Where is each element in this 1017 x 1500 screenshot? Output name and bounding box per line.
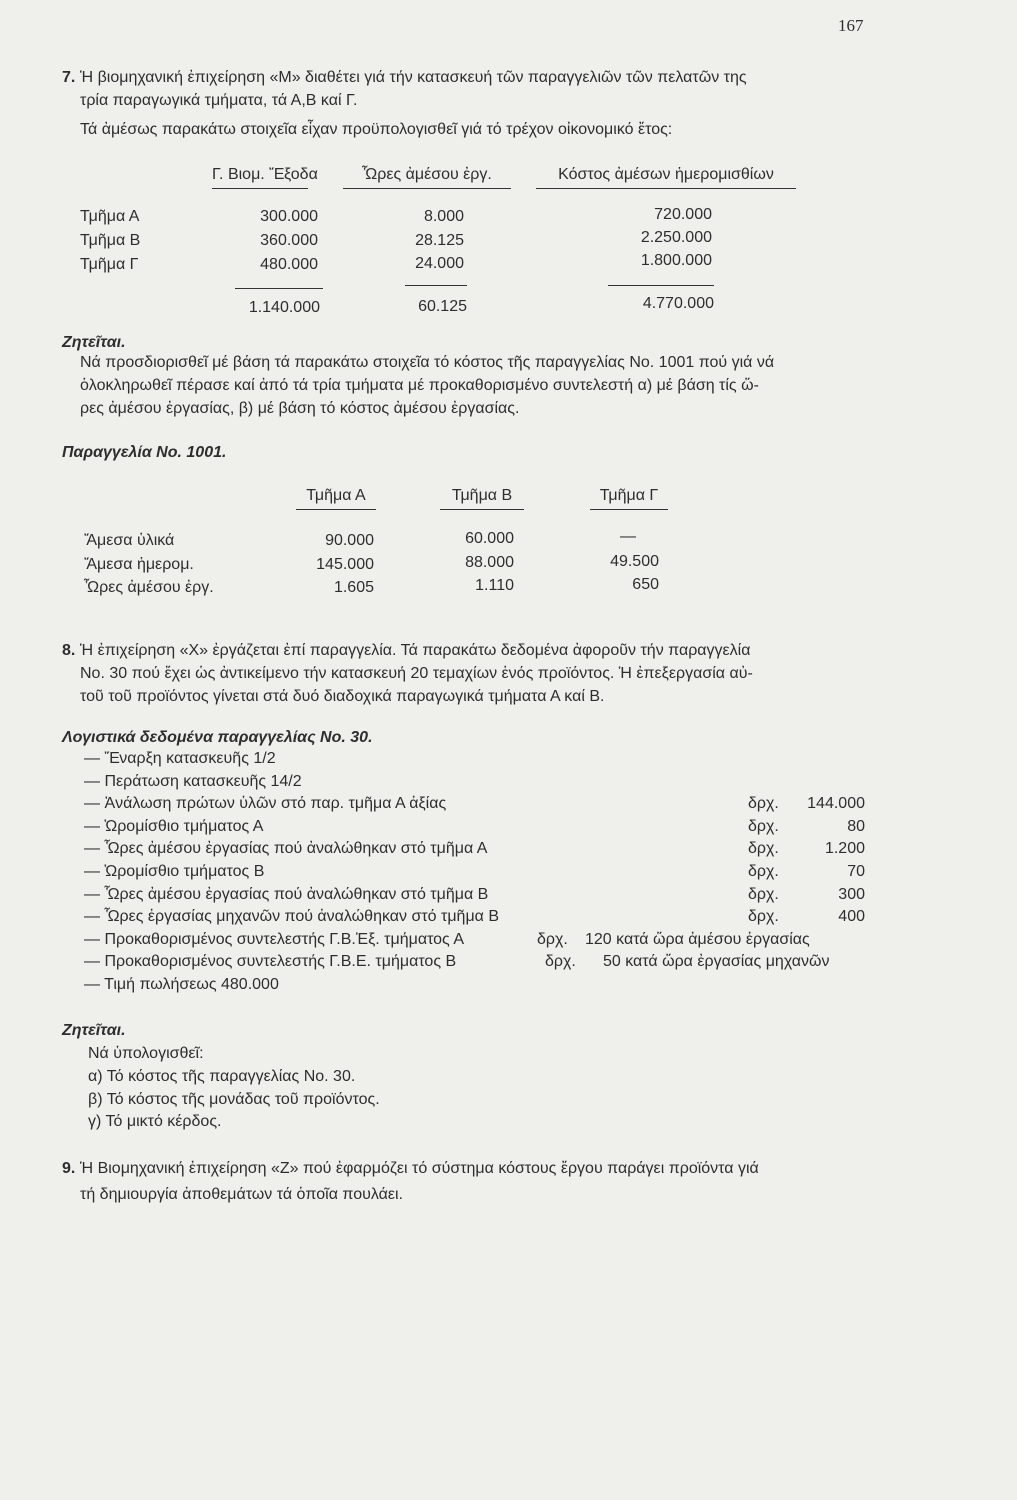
cell: 1.605 bbox=[333, 579, 374, 596]
row-label: Ἄμεσα ἡμερομ. bbox=[84, 556, 194, 573]
required-text: ὁλοκληρωθεῖ πέρασε καί ἀπό τά τρία τμήματα μέ προκαθορισμένο συντελεστή α) μέ βάση τίς ὥ- bbox=[80, 377, 759, 394]
data-item-value: 1.200 bbox=[824, 840, 865, 858]
order-table-header: Τμῆμα Α bbox=[296, 486, 376, 510]
order-table-header: Τμῆμα Γ bbox=[590, 486, 668, 510]
sum-rule bbox=[608, 285, 714, 286]
cell: 90.000 bbox=[325, 532, 374, 549]
data-item-value: 400 bbox=[838, 908, 865, 926]
row-label: Τμῆμα Γ bbox=[80, 256, 139, 273]
total: 1.140.000 bbox=[248, 299, 320, 316]
data-item-unit: δρχ. bbox=[748, 840, 779, 858]
total: 4.770.000 bbox=[642, 295, 714, 312]
order-heading: Παραγγελία Νο. 1001. bbox=[62, 444, 227, 461]
problem-8-text: Νο. 30 πού ἔχει ὡς ἀντικείμενο τήν κατασκευή 20 τεμαχίων ἑνός προϊόντος. Ἡ ἐπεξεργασία αὐ- bbox=[80, 665, 753, 682]
table-header: Γ. Βιομ. Ἔξοδα bbox=[212, 165, 308, 189]
cell: 480.000 bbox=[260, 256, 318, 273]
data-item-value: 80 bbox=[847, 817, 865, 835]
table-header: Ὧρες ἀμέσου ἐργ. bbox=[343, 165, 511, 189]
data-item-unit: δρχ. bbox=[537, 930, 568, 948]
table-header: Κόστος ἀμέσων ἡμερομισθίων bbox=[536, 165, 796, 189]
total: 60.125 bbox=[418, 298, 467, 315]
required-item: β) Τό κόστος τῆς μονάδας τοῦ προϊόντος. bbox=[88, 1091, 380, 1108]
problem-9-number: 9. bbox=[62, 1160, 76, 1177]
data-item: — Προκαθορισμένος συντελεστής Γ.Β.Ε. τμήματος Β bbox=[84, 953, 457, 971]
data-item: — Ὧρες ἐργασίας μηχανῶν πού ἀναλώθηκαν στό τμῆμα Β bbox=[84, 908, 500, 926]
data-item-unit: δρχ. bbox=[748, 908, 779, 926]
problem-7-text: τρία παραγωγικά τμήματα, τά Α,Β καί Γ. bbox=[80, 92, 358, 109]
data-item: — Τιμή πωλήσεως 480.000 bbox=[84, 976, 279, 993]
data-item: — Ὡρομίσθιο τμήματος Β bbox=[84, 863, 265, 880]
required-text: Νά προσδιορισθεῖ μέ βάση τά παρακάτω στοιχεῖα τό κόστος τῆς παραγγελίας Νο. 1001 πού γιά νά bbox=[80, 354, 775, 371]
row-label: Ὧρες ἀμέσου ἐργ. bbox=[84, 579, 214, 596]
data-item-value: 144.000 bbox=[807, 795, 865, 813]
data-item: — Ἀνάλωση πρώτων ὑλῶν στό παρ. τμῆμα Α ἀξίας bbox=[84, 795, 447, 813]
data-heading: Λογιστικά δεδομένα παραγγελίας Νο. 30. bbox=[62, 729, 373, 746]
cell: — bbox=[620, 528, 636, 545]
data-item-unit: δρχ. bbox=[545, 953, 576, 971]
required-text: Νά ὑπολογισθεῖ: bbox=[88, 1045, 204, 1062]
cell: 60.000 bbox=[465, 530, 514, 547]
cell: 650 bbox=[632, 576, 659, 593]
data-item-value: 50 κατά ὥρα ἐργασίας μηχανῶν bbox=[603, 953, 830, 971]
problem-8-number: 8. bbox=[62, 642, 76, 659]
data-item: — Ὧρες ἀμέσου ἐργασίας πού ἀναλώθηκαν στό τμῆμα Α bbox=[84, 840, 488, 858]
problem-7-text: Τά ἀμέσως παρακάτω στοιχεῖα εἶχαν προϋπολογισθεῖ γιά τό τρέχον οἰκονομικό ἔτος: bbox=[80, 121, 673, 138]
cell: 1.110 bbox=[475, 577, 514, 594]
data-item: — Ὧρες ἀμέσου ἐργασίας πού ἀναλώθηκαν στό τμῆμα Β bbox=[84, 885, 489, 903]
data-item: — Ὡρομίσθιο τμήματος Α bbox=[84, 817, 264, 835]
required-text: ρες ἀμέσου ἐργασίας, β) μέ βάση τό κόστος ἀμέσου ἐργασίας. bbox=[80, 400, 520, 417]
required-item: α) Τό κόστος τῆς παραγγελίας Νο. 30. bbox=[88, 1068, 356, 1085]
page-number: 167 bbox=[838, 16, 864, 35]
data-item-unit: δρχ. bbox=[748, 863, 779, 880]
cell: 360.000 bbox=[260, 232, 318, 249]
cell: 28.125 bbox=[415, 232, 464, 249]
cell: 145.000 bbox=[316, 556, 374, 573]
problem-9-text: τή δημιουργία ἀποθεμάτων τά ὁποῖα πουλάει. bbox=[80, 1186, 403, 1203]
cell: 24.000 bbox=[415, 255, 464, 272]
cell: 88.000 bbox=[465, 554, 514, 571]
cell: 49.500 bbox=[610, 553, 659, 570]
problem-7-number: 7. bbox=[62, 69, 76, 86]
data-item-unit: δρχ. bbox=[748, 795, 779, 813]
data-item: — Περάτωση κατασκευῆς 14/2 bbox=[84, 772, 302, 790]
data-item: — Προκαθορισμένος συντελεστής Γ.Β.Ἐξ. τμήματος Α bbox=[84, 930, 464, 948]
problem-9-text: Ἡ Βιομηχανική ἐπιχείρηση «Ζ» πού ἐφαρμόζει τό σύστημα κόστους ἔργου παράγει προϊόντα γιά bbox=[80, 1160, 759, 1177]
cell: 1.800.000 bbox=[640, 252, 712, 269]
required-item: γ) Τό μικτό κέρδος. bbox=[88, 1113, 222, 1130]
row-label: Ἄμεσα ὑλικά bbox=[84, 532, 175, 549]
problem-8-text: Ἡ ἐπιχείρηση «Χ» ἐργάζεται ἐπί παραγγελία. Τά παρακάτω δεδομένα ἀφοροῦν τήν παραγγελία bbox=[80, 642, 751, 659]
row-label: Τμῆμα Α bbox=[80, 208, 140, 225]
data-item-unit: δρχ. bbox=[748, 885, 779, 903]
cell: 720.000 bbox=[654, 206, 712, 223]
cell: 8.000 bbox=[423, 208, 464, 225]
sum-rule bbox=[405, 285, 467, 286]
required-heading: Ζητεῖται. bbox=[62, 334, 126, 351]
problem-8-text: τοῦ τοῦ προϊόντος γίνεται στά δυό διαδοχικά παραγωγικά τμήματα Α καί Β. bbox=[80, 688, 605, 705]
data-item: — Ἔναρξη κατασκευῆς 1/2 bbox=[84, 750, 276, 767]
row-label: Τμῆμα Β bbox=[80, 232, 141, 249]
data-item-value: 300 bbox=[838, 885, 865, 903]
order-table-header: Τμῆμα Β bbox=[440, 486, 524, 510]
data-item-value: 70 bbox=[847, 863, 865, 880]
problem-7-text: Ἡ βιομηχανική ἐπιχείρηση «Μ» διαθέτει γιά τήν κατασκευή τῶν παραγγελιῶν τῶν πελατῶν της bbox=[80, 69, 747, 86]
cell: 2.250.000 bbox=[640, 229, 712, 246]
cell: 300.000 bbox=[260, 208, 318, 225]
data-item-value: 120 κατά ὥρα ἀμέσου ἐργασίας bbox=[585, 930, 810, 948]
required-heading: Ζητεῖται. bbox=[62, 1022, 126, 1039]
data-item-unit: δρχ. bbox=[748, 817, 779, 835]
sum-rule bbox=[235, 288, 323, 289]
